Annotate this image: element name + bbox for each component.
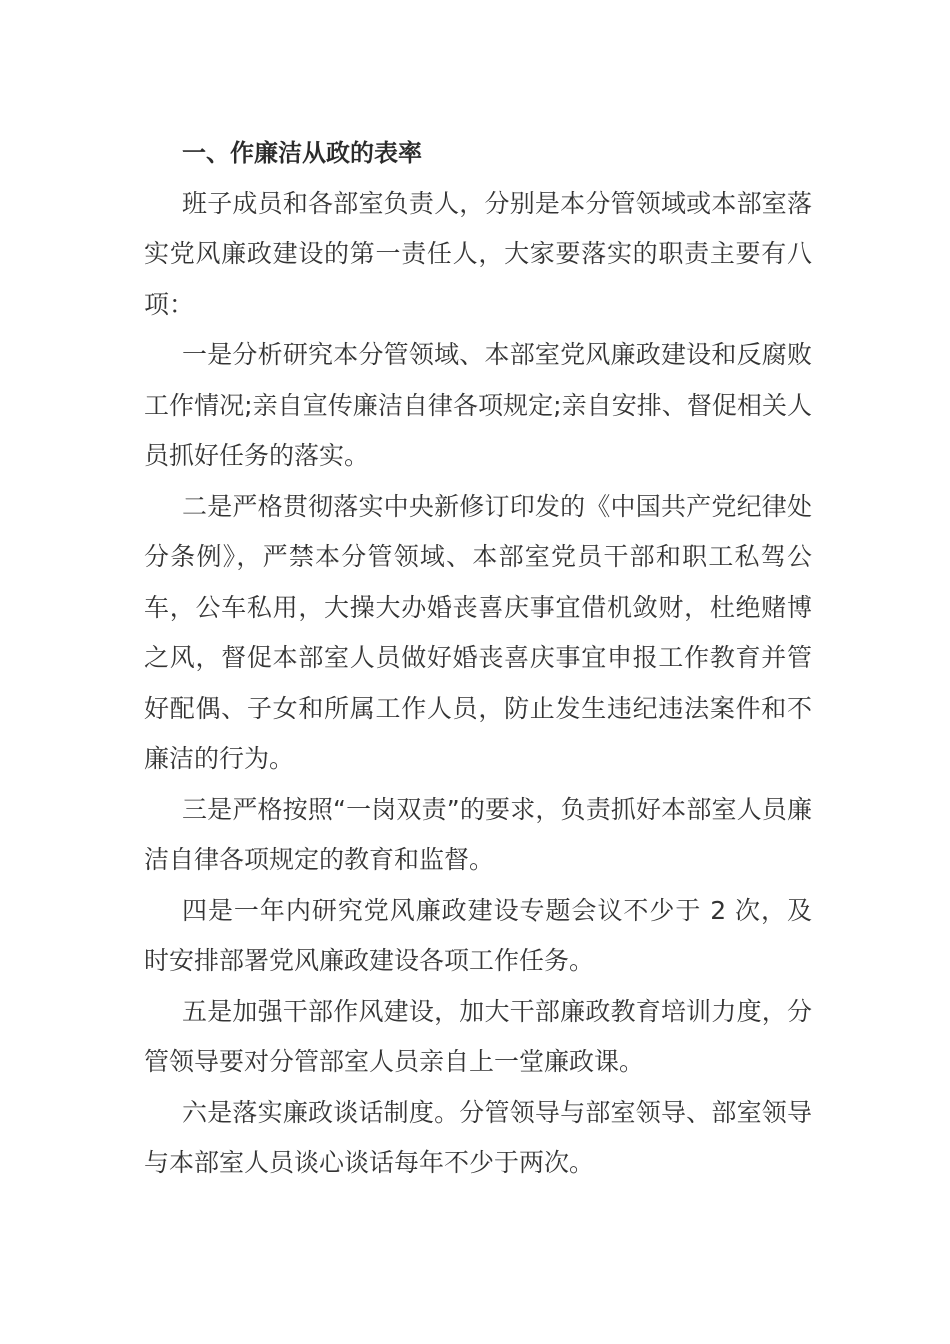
paragraph-duty-five: 五是加强干部作风建设，加大干部廉政教育培训力度，分管领导要对分管部室人员亲自上一堂廉政课。 — [144, 996, 812, 1076]
document-body — [144, 128, 812, 1189]
paragraph-duty-six: 六是落实廉政谈话制度。分管领导与部室领导、部室领导与本部室人员谈心谈话每年不少于两次。 — [144, 1097, 812, 1177]
paragraph-duty-two: 二是严格贯彻落实中央新修订印发的《中国共产党纪律处分条例》，严禁本分管领域、本部室党员干部和职工私驾公车，公车私用，大操大办婚丧喜庆事宜借机敛财，杜绝赌博之风，督促本部室人员做好婚丧喜庆事宜申报工作教育并管好配偶、子女和所属工作人员，防止发生违纪违法案件和不廉洁的行为。 — [144, 491, 812, 773]
paragraph-duty-one: 一是分析研究本分管领域、本部室党风廉政建设和反腐败工作情况;亲自宣传廉洁自律各项规定;亲自安排、督促相关人员抓好任务的落实。 — [144, 340, 812, 470]
section-heading: 一、作廉洁从政的表率 — [182, 139, 422, 167]
paragraph-duties-intro: 班子成员和各部室负责人，分别是本分管领域或本部室落实党风廉政建设的第一责任人，大家要落实的职责主要有八项： — [144, 188, 812, 319]
paragraph-duty-three: 三是严格按照“一岗双责”的要求，负责抓好本部室人员廉洁自律各项规定的教育和监督。 — [144, 794, 812, 874]
paragraph-duty-four: 四是一年内研究党风廉政建设专题会议不少于 2 次，及时安排部署党风廉政建设各项工作任务。 — [144, 895, 812, 975]
